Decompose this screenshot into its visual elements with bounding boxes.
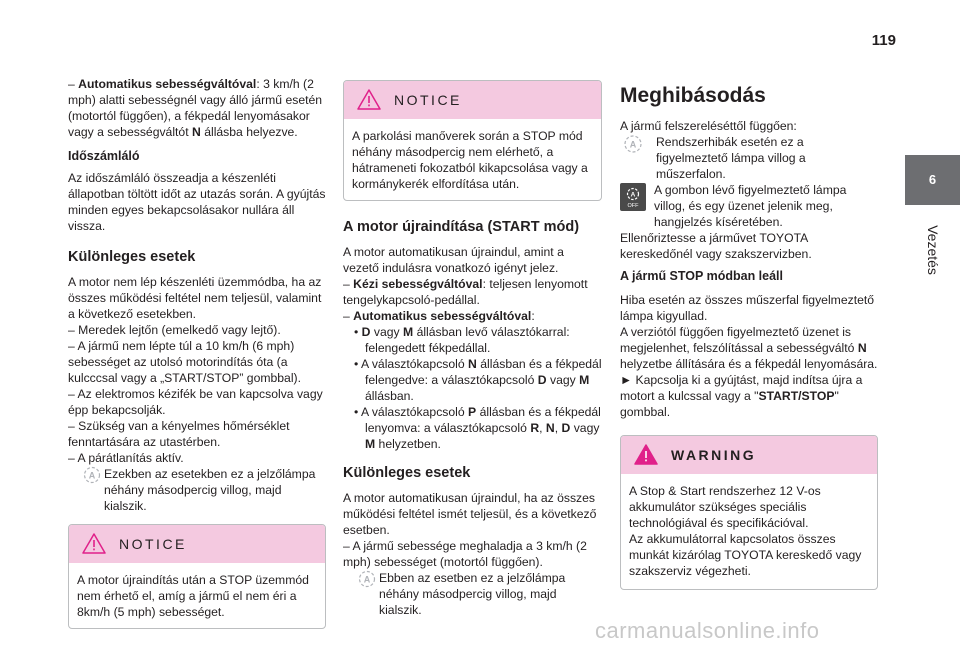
list-item: – Meredek lejtőn (emelkedő vagy lejtő). — [68, 323, 281, 337]
chapter-tab[interactable] — [905, 155, 960, 205]
stop-start-off-button-icon — [620, 183, 646, 215]
warning-triangle-icon — [634, 444, 658, 469]
notice-text: A parkolási manőverek során a STOP mód néhány másodpercig nem elérhető, a hátrameneti fokozatból kikapcsolása vagy a kormánykerék elfordítása után. — [352, 129, 588, 191]
stop-text-3: ► Kapcsolja ki a gyújtást, majd indítsa újra a motort a kulcssal vagy a "START/STOP" gombbal. — [620, 373, 863, 419]
list-item: – A jármű sebessége meghaladja a 3 km/h (2 mph) sebességet (motortól függően). — [343, 539, 587, 569]
list-item: – Szükség van a kényelmes hőmérséklet fenntartására az utastérben. — [68, 419, 290, 449]
special-cases-intro: A motor automatikusan újraindul, ha az összes működési feltétel ismét teljesül, és a következő esetben. — [343, 491, 597, 537]
eco-indicator-icon — [622, 134, 644, 158]
indicator-note: A Ezekben az esetekben ez a jelzőlámpa néhány másodpercig villog, majd kialszik. — [68, 466, 326, 514]
notice-text: A motor újraindítás után a STOP üzemmód nem érhető el, amíg a jármű el nem éri a 8km/h (5 mph) sebességet. — [77, 573, 309, 619]
warning-triangle-icon — [82, 533, 106, 558]
notice-title: NOTICE — [394, 92, 462, 108]
svg-text:A: A — [630, 191, 636, 199]
chapter-label: Vezetés — [924, 225, 941, 275]
bullet-item: • D vagy M állásban levő választókarral: felengedett fékpedállal. — [354, 325, 570, 355]
svg-text:A: A — [363, 574, 371, 585]
warning-header — [621, 436, 877, 474]
bullet-item: • A választókapcsoló N állásban és a fékpedál felengedve: a választókapcsoló D vagy M állásban. — [354, 357, 602, 403]
timer-text: Az időszámláló összeadja a készenléti állapotban töltött időt az utazás során. A gyújtás minden egyes bekapcsolásakor nullára áll vissza. — [68, 171, 326, 233]
warning-text: A Stop & Start rendszerhez 12 V-os akkumulátor szükséges speciális technológiával és specifikációval. Az akkumulátorral kapcsolatos összes munkát kizárólag TOYOTA kereskedő vagy szakszerviz végezheti. — [629, 484, 862, 578]
stop-mode-heading: A jármű STOP módban leáll — [620, 269, 784, 283]
special-cases-heading: Különleges esetek — [68, 249, 196, 265]
column-2 — [343, 76, 602, 618]
special-cases-intro: A motor nem lép készenléti üzemmódba, ha az összes működési feltétel nem teljesül, valamint a következő esetekben. — [68, 275, 322, 321]
column-3 — [620, 76, 878, 590]
list-item: – A jármű nem lépte túl a 10 km/h (6 mph) sebességet az utolsó motorindítás óta (a kulcccsal vagy a „START/STOP” gombbal). — [68, 339, 301, 385]
auto-gearbox-item: – Automatikus sebességváltóval: — [343, 309, 535, 323]
notice-header — [69, 525, 325, 563]
warning-title: WARNING — [671, 447, 757, 463]
check-text: Ellenőriztesse a járművet TOYOTA kereskedőnél vagy szakszervizben. — [620, 231, 812, 261]
restart-heading: A motor újraindítása (START mód) — [343, 219, 580, 235]
list-item: – A párátlanítás aktív. — [68, 451, 184, 465]
bullet-item: • A választókapcsoló P állásban és a fékpedál lenyomva: a választókapcsoló R, N, D vagy M helyzetben. — [354, 405, 601, 451]
special-cases-list — [68, 322, 326, 466]
timer-heading: Időszámláló — [68, 149, 140, 163]
manual-gearbox-item: – Kézi sebességváltóval: teljesen lenyomott tengelykapcsoló-pedállal. — [343, 277, 588, 307]
notice-box-1 — [68, 524, 326, 629]
warning-box — [620, 435, 878, 590]
notice-header — [344, 81, 601, 119]
list-item: – Az elektromos kézifék be van kapcsolva vagy épp bekapcsolják. — [68, 387, 323, 417]
chapter-label-box — [905, 210, 960, 290]
stop-text-2: A verziótól függően figyelmeztető üzenet is megjelenhet, felszólítással a sebességváltó N helyzetbe állítására és a fékpedál lenyomására. — [620, 325, 878, 371]
intro-paragraph: – Automatikus sebességváltóval: 3 km/h (2 mph) alatti sebességnél vagy álló jármű esetén (motortól függően), a fékpedál lenyomásakor vagy a sebességváltót N állásba helyezve. — [68, 77, 323, 139]
svg-text:A: A — [88, 470, 96, 481]
notice-box-2 — [343, 80, 602, 201]
stop-text-1: Hiba esetén az összes műszerfal figyelmeztető lámpa kigyullad. — [620, 293, 875, 323]
eco-indicator-icon — [357, 570, 377, 592]
page-number: 119 — [871, 32, 896, 49]
special-cases-heading: Különleges esetek — [343, 465, 471, 481]
chapter-number: 6 — [928, 172, 937, 187]
column-1 — [68, 76, 326, 629]
svg-text:OFF: OFF — [627, 203, 639, 209]
button-warning-text-1: A gombon lévő figyelmeztető lámpa villog, és egy üzenet jelenik meg, hangjelzés kíséretében. — [654, 183, 847, 229]
dashboard-warning-note: A Rendszerhibák esetén ez a figyelmeztető lámpa villog a műszerfalon. — [620, 134, 878, 182]
svg-text:A: A — [629, 139, 637, 150]
restart-intro: A motor automatikusan újraindul, amint a vezető indulásra vonatkozó igényt jelez. — [343, 245, 564, 275]
eco-indicator-icon — [82, 466, 102, 488]
warning-triangle-icon — [357, 89, 381, 114]
watermark: carmanualsonline.info — [595, 618, 820, 643]
button-warning-note — [620, 182, 878, 230]
malfunction-intro: A jármű felszereléséttől függően: — [620, 119, 797, 133]
malfunction-heading: Meghibásodás — [620, 84, 766, 107]
indicator-note: A Ebben az esetben ez a jelzőlámpa néhány másodpercig villog, majd kialszik. — [343, 570, 602, 618]
notice-title: NOTICE — [119, 536, 187, 552]
